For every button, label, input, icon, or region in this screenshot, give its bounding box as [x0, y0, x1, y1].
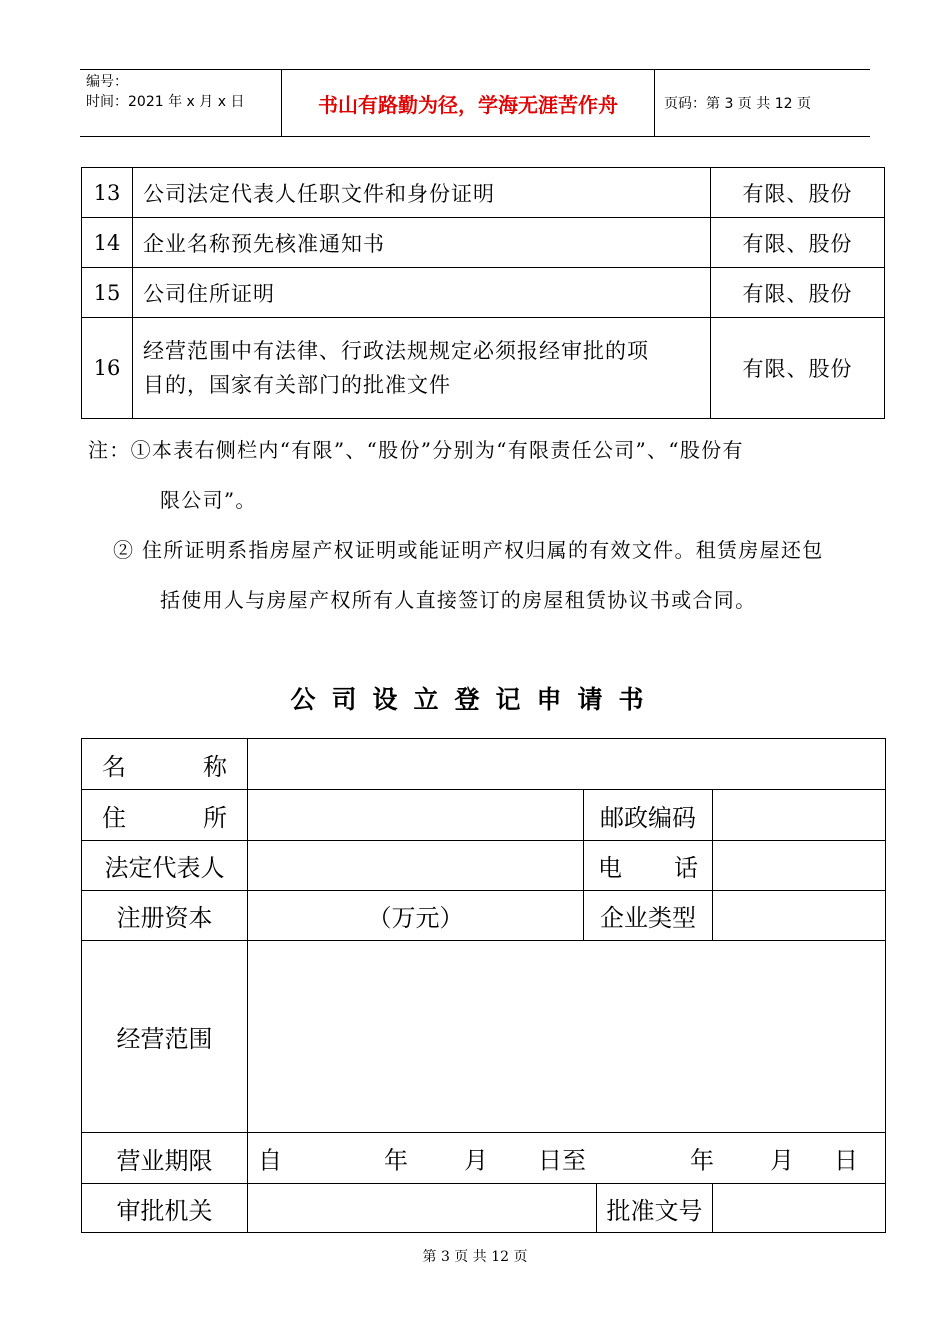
row-number: 16	[82, 318, 133, 419]
row-type: 有限、股份	[711, 318, 885, 419]
term-day-to: 日至	[538, 1146, 586, 1175]
table-row	[82, 268, 885, 318]
note2-line1: ② 住所证明系指房屋产权证明或能证明产权归属的有效文件。租赁房屋还包	[113, 538, 824, 562]
header-meta	[80, 70, 282, 136]
row-type: 有限、股份	[711, 268, 885, 318]
page-header	[80, 69, 870, 137]
term-year2: 年	[690, 1146, 714, 1175]
phone-field[interactable]	[713, 841, 886, 891]
row-number: 13	[82, 168, 133, 218]
postcode-field[interactable]	[713, 790, 886, 841]
form-row-approval	[82, 1184, 886, 1233]
note1-line1: 注：①本表右侧栏内“有限”、“股份”分别为“有限责任公司”、“股份有	[88, 438, 744, 462]
header-page-label: 页码：第 3 页 共 12 页	[664, 96, 811, 112]
documents-table	[81, 167, 885, 419]
date-label: 时间：2021 年 x 月 x 日	[86, 94, 245, 110]
form-row-legal-rep	[82, 841, 886, 891]
address-field[interactable]	[248, 790, 584, 841]
approval-number-label: 批准文号	[597, 1184, 713, 1233]
business-scope-label: 经营范围	[82, 941, 248, 1133]
note1-line2: 限公司”。	[160, 488, 257, 512]
legal-rep-field[interactable]	[248, 841, 584, 891]
approval-number-field[interactable]	[713, 1184, 886, 1233]
form-row-term	[82, 1133, 886, 1184]
row-description-line1: 经营范围中有法律、行政法规规定必须报经审批的项	[143, 339, 649, 363]
approval-authority-label: 审批机关	[82, 1184, 248, 1233]
header-motto: 书山有路勤为径，学海无涯苦作舟	[282, 70, 655, 136]
table-row	[82, 218, 885, 268]
form-row-address	[82, 790, 886, 841]
row-number: 15	[82, 268, 133, 318]
row-description	[133, 318, 711, 419]
row-description: 企业名称预先核准通知书	[133, 218, 711, 268]
capital-field[interactable]	[248, 891, 584, 941]
address-label: 住 所	[82, 790, 248, 841]
approval-authority-field[interactable]	[248, 1184, 597, 1233]
name-field[interactable]	[248, 739, 886, 790]
form-title: 公司设立登记申请书	[290, 685, 660, 714]
company-type-label: 企业类型	[584, 891, 713, 941]
form-row-scope	[82, 941, 886, 1133]
company-type-field[interactable]	[713, 891, 886, 941]
postcode-label: 邮政编码	[584, 790, 713, 841]
row-description-line2: 目的，国家有关部门的批准文件	[143, 373, 451, 397]
term-label: 营业期限	[82, 1133, 248, 1184]
form-row-name	[82, 739, 886, 790]
term-month1: 月	[464, 1146, 488, 1175]
table-row	[82, 318, 885, 419]
registration-form	[81, 738, 886, 1233]
number-label: 编号：	[86, 74, 128, 90]
phone-label: 电 话	[584, 841, 713, 891]
row-type: 有限、股份	[711, 218, 885, 268]
term-field[interactable]	[248, 1133, 886, 1184]
form-row-capital	[82, 891, 886, 941]
legal-rep-label: 法定代表人	[82, 841, 248, 891]
row-description: 公司住所证明	[133, 268, 711, 318]
row-number: 14	[82, 218, 133, 268]
capital-label: 注册资本	[82, 891, 248, 941]
note2-line2: 括使用人与房屋产权所有人直接签订的房屋租赁协议书或合同。	[160, 588, 757, 612]
term-day2: 日	[834, 1146, 858, 1175]
row-type: 有限、股份	[711, 168, 885, 218]
name-label: 名 称	[82, 739, 248, 790]
capital-unit: （万元）	[367, 904, 464, 932]
business-scope-field[interactable]	[248, 941, 886, 1133]
page-footer: 第 3 页 共 12 页	[422, 1249, 528, 1265]
table-row	[82, 168, 885, 218]
row-description: 公司法定代表人任职文件和身份证明	[133, 168, 711, 218]
term-from: 自	[258, 1146, 282, 1175]
term-month2: 月	[770, 1146, 794, 1175]
term-year1: 年	[384, 1146, 408, 1175]
